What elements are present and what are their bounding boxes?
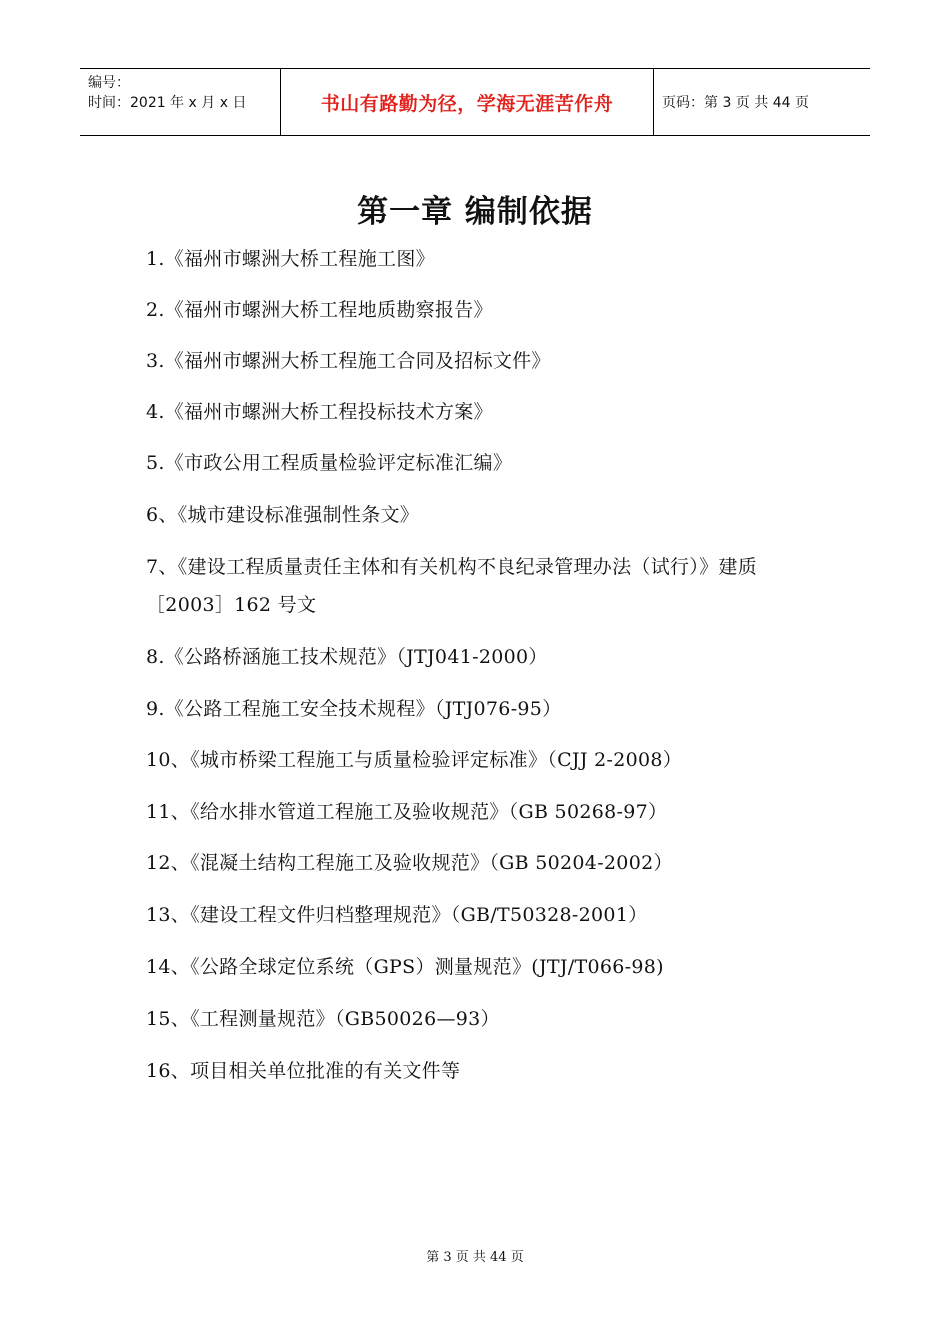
header-motto: 书山有路勤为径，学海无涯苦作舟: [280, 69, 654, 135]
document-header: [80, 68, 870, 136]
reference-item: 5.《市政公用工程质量检验评定标准汇编》: [146, 452, 513, 474]
reference-item: 9.《公路工程施工安全技术规程》（JTJ076-95）: [146, 698, 562, 720]
reference-item: 14、《公路全球定位系统（GPS）测量规范》(JTJ/T066-98): [146, 956, 664, 978]
reference-item: 1.《福州市螺洲大桥工程施工图》: [146, 248, 435, 270]
reference-item: 15、《工程测量规范》（GB50026—93）: [146, 1008, 500, 1030]
reference-item: 12、《混凝土结构工程施工及验收规范》（GB 50204-2002）: [146, 852, 673, 874]
reference-item: 3.《福州市螺洲大桥工程施工合同及招标文件》: [146, 350, 551, 372]
document-date: 时间：2021 年 x 月 x 日: [88, 95, 247, 111]
reference-item: 16、项目相关单位批准的有关文件等: [146, 1060, 461, 1082]
reference-item: 10、《城市桥梁工程施工与质量检验评定标准》（CJJ 2-2008）: [146, 749, 683, 771]
document-number-label: 编号：: [88, 75, 130, 91]
header-page-info: 页码：第 3 页 共 44 页: [662, 95, 809, 111]
reference-item: 4.《福州市螺洲大桥工程投标技术方案》: [146, 401, 493, 423]
header-meta: [80, 69, 280, 135]
reference-item: 6、《城市建设标准强制性条文》: [146, 504, 420, 526]
reference-item: 13、《建设工程文件归档整理规范》（GB/T50328-2001）: [146, 904, 648, 926]
reference-item: 11、《给水排水管道工程施工及验收规范》（GB 50268-97）: [146, 801, 668, 823]
page-footer: 第 3 页 共 44 页: [426, 1250, 524, 1265]
reference-item: 8.《公路桥涵施工技术规范》（JTJ041-2000）: [146, 646, 548, 668]
chapter-title: 第一章 编制依据: [357, 194, 593, 230]
reference-item: 7、《建设工程质量责任主体和有关机构不良纪录管理办法（试行）》建质［2003］162 号文: [146, 556, 757, 616]
reference-item: 2.《福州市螺洲大桥工程地质勘察报告》: [146, 299, 493, 321]
